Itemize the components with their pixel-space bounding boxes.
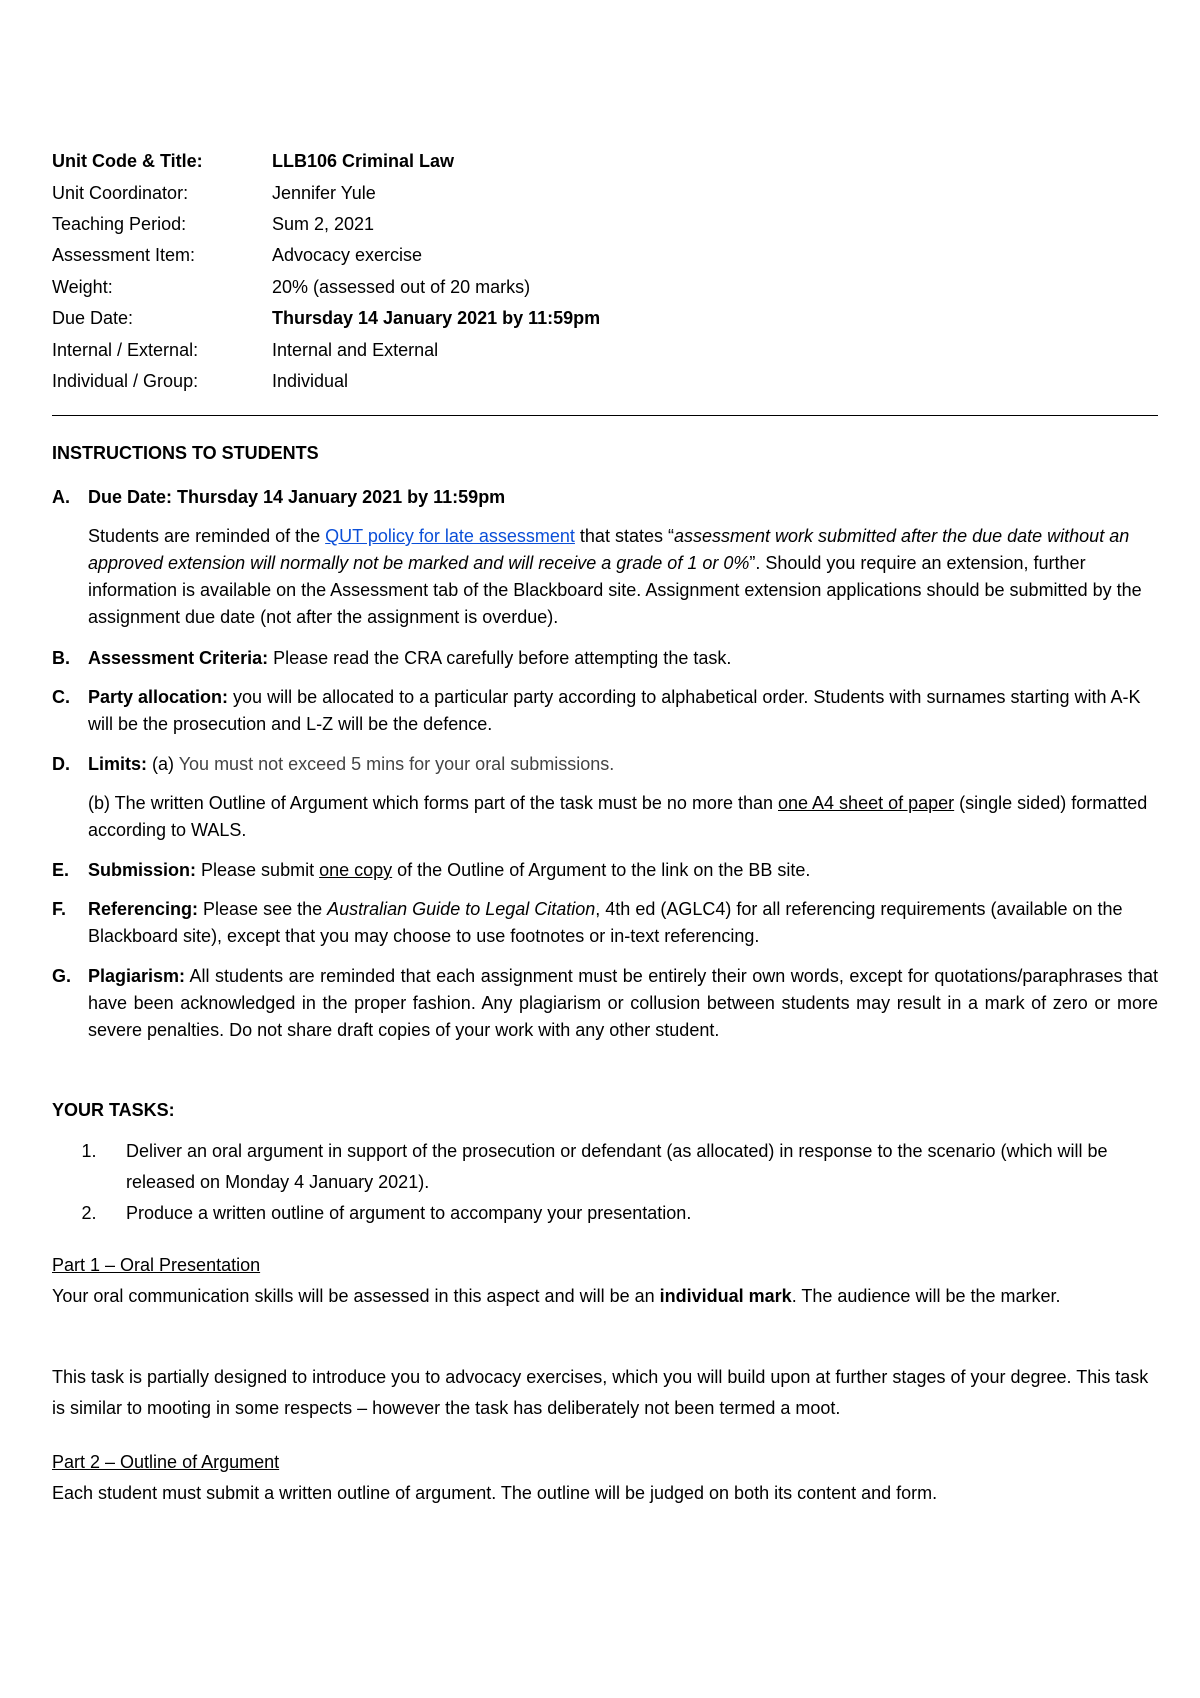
item-text: Please read the CRA carefully before attempting the task. (268, 648, 732, 668)
task-number: 2. (81, 1203, 97, 1223)
item-title: Assessment Criteria: (88, 648, 269, 668)
part1-text: . The audience will be the marker. (791, 1286, 1061, 1306)
item-title: Party allocation: (88, 687, 229, 707)
due-date-title: Due Date: Thursday 14 January 2021 by 11:59pm (88, 487, 506, 507)
late-policy-text: ”. Should you require an extension, further information is available on the Assessment tab of the Blackboard site. Assignment extension applications should be submitted by the assignment due date (not after the assignment is overdue). (88, 553, 1142, 627)
detail-row-period (52, 209, 1152, 240)
item-text: You must not exceed 5 mins for your oral submissions. (174, 754, 615, 774)
task-text: Deliver an oral argument in support of the prosecution or defendant (as allocated) in response to the scenario (which will be released on Monday 4 January 2021). (126, 1141, 1108, 1192)
item-letter: B. (52, 648, 70, 668)
part1-paragraph (52, 1281, 1158, 1312)
instruction-f (52, 896, 1158, 950)
instruction-e (52, 857, 1158, 884)
limits-b-paragraph (88, 790, 1158, 844)
detail-label: Teaching Period: (52, 213, 187, 234)
detail-value: LLB106 Criminal Law (272, 151, 455, 172)
item-letter: D. (52, 754, 70, 774)
part1-heading: Part 1 – Oral Presentation (52, 1255, 261, 1275)
item-letter: F. (52, 899, 67, 919)
detail-value: Thursday 14 January 2021 by 11:59pm (272, 308, 601, 329)
detail-label: Internal / External: (52, 339, 199, 360)
item-title: Referencing: (88, 899, 199, 919)
detail-row-group (52, 366, 1152, 397)
part2-paragraph: Each student must submit a written outline of argument. The outline will be judged on both its content and form. (52, 1483, 938, 1503)
detail-value: Internal and External (272, 339, 439, 360)
late-policy-text: that states “ (574, 526, 674, 546)
item-title: Limits: (88, 754, 148, 774)
item-letter: C. (52, 687, 70, 707)
detail-row-unit (52, 146, 1152, 177)
tasks-heading: YOUR TASKS: (52, 1100, 175, 1120)
item-text: one A4 sheet of paper (778, 793, 955, 813)
detail-label: Due Date: (52, 308, 134, 329)
divider (52, 415, 1158, 416)
item-text: of the Outline of Argument to the link on the BB site. (392, 860, 811, 880)
detail-label: Unit Coordinator: (52, 182, 189, 203)
task-text: Produce a written outline of argument to accompany your presentation. (126, 1203, 692, 1223)
item-text: you will be allocated to a particular party according to alphabetical order. Students with surnames starting with A-K will be the prosecution and L-Z will be the defence. (88, 687, 1141, 734)
detail-value: Individual (272, 370, 349, 391)
part1-text: individual mark (659, 1286, 792, 1306)
late-policy-paragraph (88, 523, 1158, 631)
item-text: Please submit (196, 860, 320, 880)
detail-label: Assessment Item: (52, 245, 196, 266)
detail-row-coordinator (52, 177, 1152, 208)
instruction-d (52, 751, 1158, 778)
instruction-c (52, 684, 1158, 738)
item-text: (b) The written Outline of Argument which forms part of the task must be no more than (88, 793, 778, 813)
late-assessment-policy-link[interactable]: QUT policy for late assessment (325, 526, 575, 546)
item-text: Please see the (198, 899, 328, 919)
item-letter: A. (52, 487, 70, 507)
item-text: (single sided) formatted according to WALS. (88, 793, 1148, 840)
part1-text: Your oral communication skills will be assessed in this aspect and will be an (52, 1286, 660, 1306)
item-text: , 4th ed (AGLC4) for all referencing requirements (available on the Blackboard site), except that you may choose to use footnotes or in-text referencing. (88, 899, 1123, 946)
task-item (52, 1136, 1158, 1198)
item-title: Submission: (88, 860, 197, 880)
detail-row-item (52, 240, 1152, 271)
task-number: 1. (81, 1141, 97, 1161)
instruction-a (52, 484, 1158, 511)
item-title: Plagiarism: (88, 966, 186, 986)
part1-paragraph-2: This task is partially designed to introduce you to advocacy exercises, which you will build upon at further stages of your degree. This task is similar to mooting in some respects – however the task has deliberately not been termed a moot. (52, 1367, 1149, 1418)
detail-value: 20% (assessed out of 20 marks) (272, 276, 531, 297)
detail-value: Advocacy exercise (272, 245, 423, 266)
detail-row-due (52, 303, 1152, 334)
item-text: Australian Guide to Legal Citation (327, 899, 596, 919)
part2-heading: Part 2 – Outline of Argument (52, 1452, 280, 1472)
item-letter: G. (52, 966, 72, 986)
assessment-details (52, 146, 1152, 397)
item-text: (a) (147, 754, 175, 774)
policy-quote: assessment work submitted after the due date without an approved extension will normally not be marked and will receive a grade of 1 or 0% (88, 526, 1130, 573)
instruction-b (52, 645, 1158, 672)
instruction-g (52, 963, 1158, 1044)
instructions-heading: INSTRUCTIONS TO STUDENTS (52, 443, 319, 463)
detail-row-mode (52, 334, 1152, 365)
detail-value: Sum 2, 2021 (272, 213, 375, 234)
detail-label: Weight: (52, 276, 113, 297)
item-text: All students are reminded that each assignment must be entirely their own words, except for quotations/paraphrases that have been acknowledged in the proper fashion. Any plagiarism or collusion between students may result in a mark of zero or more severe penalties. Do not share draft copies of your work with any other student. (88, 966, 1158, 1040)
detail-label: Unit Code & Title: (52, 151, 203, 172)
item-text: one copy (319, 860, 393, 880)
detail-value: Jennifer Yule (272, 182, 376, 203)
detail-label: Individual / Group: (52, 370, 199, 391)
task-item (52, 1198, 1158, 1229)
detail-row-weight (52, 272, 1152, 303)
item-letter: E. (52, 860, 70, 880)
late-policy-text: Students are reminded of the (88, 526, 326, 546)
